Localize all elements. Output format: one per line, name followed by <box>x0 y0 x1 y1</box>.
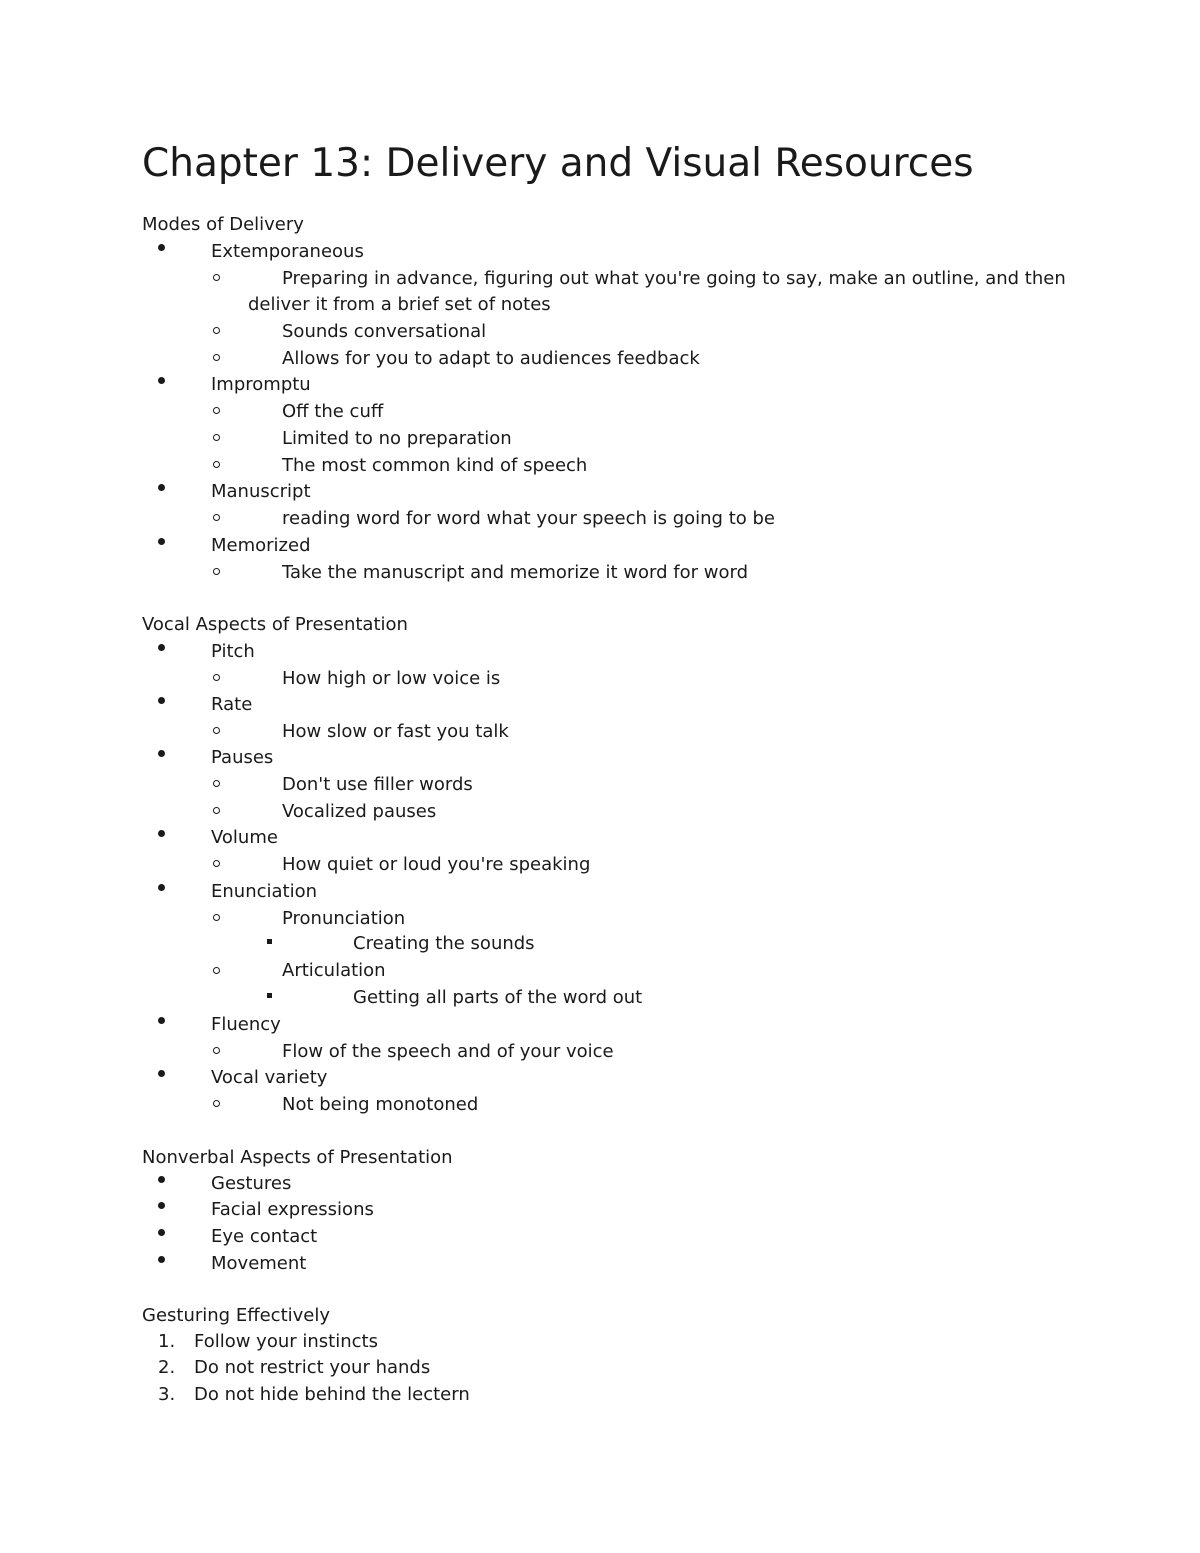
list-item: Flow of the speech and of your voice <box>282 1041 614 1062</box>
list-item: Vocalized pauses <box>282 801 437 822</box>
circle-bullet-icon <box>213 568 220 575</box>
circle-bullet-icon <box>213 461 220 468</box>
bullet-icon <box>158 884 165 891</box>
numbered-item: Follow your instincts <box>194 1331 378 1352</box>
bullet-icon <box>158 697 165 704</box>
list-item: Articulation <box>282 960 386 981</box>
bullet-icon <box>158 484 165 491</box>
circle-bullet-icon <box>213 354 220 361</box>
bullet-icon <box>158 244 165 251</box>
list-item: Creating the sounds <box>353 933 535 954</box>
circle-bullet-icon <box>213 807 220 814</box>
list-item: Rate <box>211 694 253 715</box>
list-item: Vocal variety <box>211 1067 328 1088</box>
bullet-icon <box>158 1070 165 1077</box>
circle-bullet-icon <box>213 967 220 974</box>
list-item: Preparing in advance, figuring out what you're going to say, make an outline, and then <box>282 268 1066 289</box>
list-item: Impromptu <box>211 374 311 395</box>
list-number: 3. <box>158 1384 176 1405</box>
circle-bullet-icon <box>213 327 220 334</box>
circle-bullet-icon <box>213 780 220 787</box>
list-item: Pronunciation <box>282 908 406 929</box>
circle-bullet-icon <box>213 514 220 521</box>
bullet-icon <box>158 644 165 651</box>
circle-bullet-icon <box>213 860 220 867</box>
list-item: The most common kind of speech <box>282 455 588 476</box>
list-item: Memorized <box>211 535 311 556</box>
list-item: Sounds conversational <box>282 321 487 342</box>
section-heading-nonverbal: Nonverbal Aspects of Presentation <box>142 1147 453 1168</box>
bullet-icon <box>158 1229 165 1236</box>
section-heading-vocal: Vocal Aspects of Presentation <box>142 614 408 635</box>
list-item: Fluency <box>211 1014 281 1035</box>
bullet-icon <box>158 1202 165 1209</box>
list-item: Extemporaneous <box>211 241 364 262</box>
section-heading-gesturing: Gesturing Effectively <box>142 1305 331 1326</box>
list-item: Volume <box>211 827 278 848</box>
bullet-icon <box>158 377 165 384</box>
list-number: 2. <box>158 1357 176 1378</box>
list-item: Off the cuff <box>282 401 384 422</box>
circle-bullet-icon <box>213 727 220 734</box>
list-item: Eye contact <box>211 1226 318 1247</box>
list-item: How slow or fast you talk <box>282 721 509 742</box>
list-item: Limited to no preparation <box>282 428 512 449</box>
circle-bullet-icon <box>213 434 220 441</box>
list-item: Enunciation <box>211 881 318 902</box>
page-title: Chapter 13: Delivery and Visual Resources <box>142 141 974 186</box>
list-item: Getting all parts of the word out <box>353 987 643 1008</box>
bullet-icon <box>158 1017 165 1024</box>
bullet-icon <box>158 830 165 837</box>
circle-bullet-icon <box>213 674 220 681</box>
square-bullet-icon <box>267 993 272 998</box>
list-item: Take the manuscript and memorize it word for word <box>282 562 748 583</box>
list-item: Movement <box>211 1253 307 1274</box>
bullet-icon <box>158 1256 165 1263</box>
list-item: How high or low voice is <box>282 668 501 689</box>
list-item: Pitch <box>211 641 255 662</box>
numbered-item: Do not hide behind the lectern <box>194 1384 470 1405</box>
circle-bullet-icon <box>213 914 220 921</box>
circle-bullet-icon <box>213 1047 220 1054</box>
list-item-continuation: deliver it from a brief set of notes <box>248 294 551 315</box>
list-item: Gestures <box>211 1173 292 1194</box>
list-number: 1. <box>158 1331 176 1352</box>
bullet-icon <box>158 538 165 545</box>
list-item: Manuscript <box>211 481 311 502</box>
list-item: Facial expressions <box>211 1199 374 1220</box>
circle-bullet-icon <box>213 1100 220 1107</box>
numbered-item: Do not restrict your hands <box>194 1357 431 1378</box>
list-item: Allows for you to adapt to audiences feedback <box>282 348 700 369</box>
list-item: How quiet or loud you're speaking <box>282 854 591 875</box>
square-bullet-icon <box>267 939 272 944</box>
list-item: Pauses <box>211 747 274 768</box>
bullet-icon <box>158 1176 165 1183</box>
list-item: Don't use filler words <box>282 774 473 795</box>
bullet-icon <box>158 750 165 757</box>
list-item: Not being monotoned <box>282 1094 479 1115</box>
section-heading-modes: Modes of Delivery <box>142 214 304 235</box>
circle-bullet-icon <box>213 274 220 281</box>
circle-bullet-icon <box>213 407 220 414</box>
list-item: reading word for word what your speech is going to be <box>282 508 775 529</box>
